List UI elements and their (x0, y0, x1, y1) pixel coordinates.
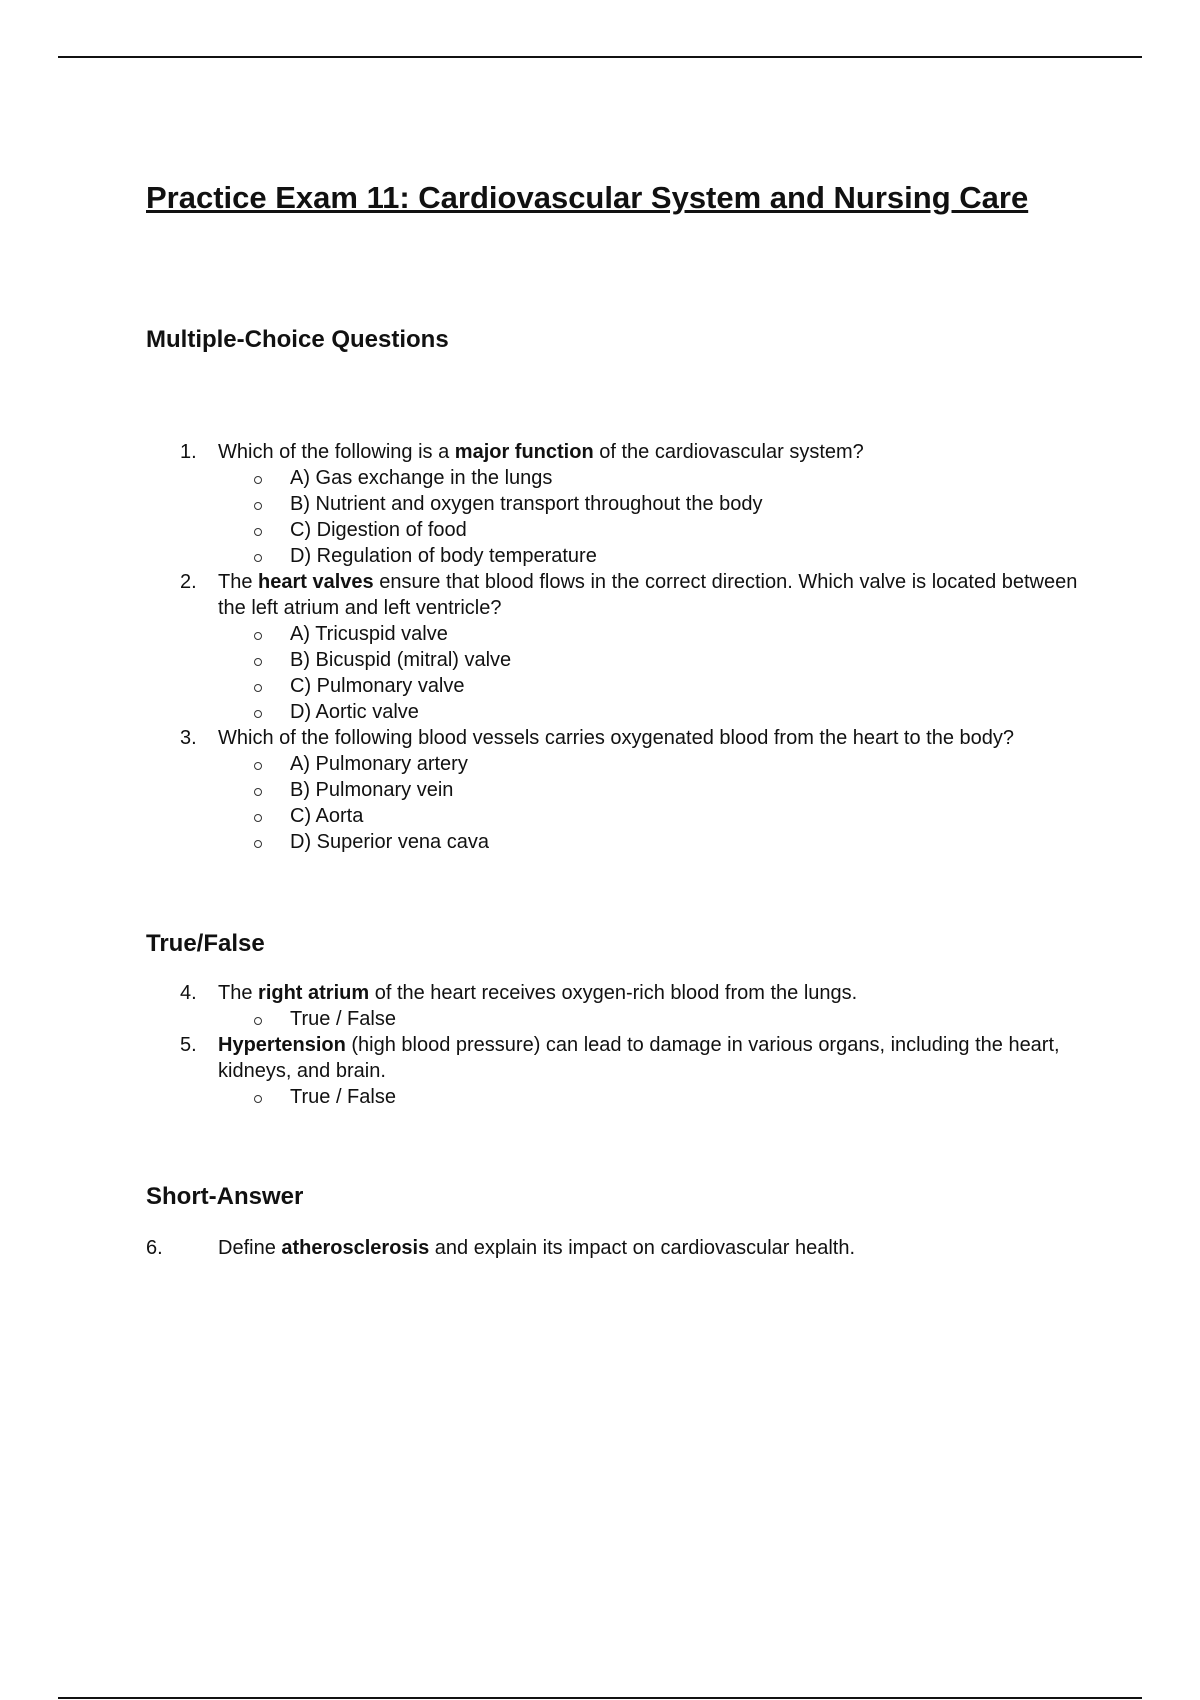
circle-bullet-icon (254, 1095, 262, 1103)
true-false-heading: True/False (146, 930, 265, 957)
answer-options (218, 465, 1086, 569)
question-6 (146, 1235, 1086, 1261)
circle-bullet-icon (254, 554, 262, 562)
circle-bullet-icon (254, 762, 262, 770)
option-a: A) Gas exchange in the lungs (218, 465, 1086, 491)
answer-options (218, 751, 1086, 855)
short-answer-list (146, 1235, 1086, 1261)
option-b: B) Pulmonary vein (218, 777, 1086, 803)
question-number: 3. (180, 727, 197, 749)
question-number: 4. (180, 982, 197, 1004)
question-text: Hypertension (high blood pressure) can lead to damage in various organs, including the heart, kidneys, and brain. (218, 1034, 1060, 1082)
option-d: D) Superior vena cava (218, 829, 1086, 855)
circle-bullet-icon (254, 788, 262, 796)
circle-bullet-icon (254, 632, 262, 640)
true-false-list (146, 980, 1086, 1110)
question-number: 6. (146, 1237, 163, 1259)
page-title: Practice Exam 11: Cardiovascular System and Nursing Care (146, 180, 1029, 215)
multiple-choice-list (146, 439, 1086, 855)
question-text: The right atrium of the heart receives oxygen-rich blood from the lungs. (218, 982, 858, 1004)
option-a: A) Pulmonary artery (218, 751, 1086, 777)
top-rule (58, 56, 1142, 58)
circle-bullet-icon (254, 528, 262, 536)
answer-options (218, 621, 1086, 725)
multiple-choice-heading: Multiple-Choice Questions (146, 326, 449, 353)
question-4 (146, 980, 1086, 1032)
question-number: 5. (180, 1034, 197, 1056)
option-b: B) Bicuspid (mitral) valve (218, 647, 1086, 673)
option-c: C) Digestion of food (218, 517, 1086, 543)
option-true-false: True / False (218, 1006, 1086, 1032)
question-3 (146, 725, 1086, 855)
question-text: Which of the following blood vessels carries oxygenated blood from the heart to the body? (218, 727, 1015, 749)
question-text: The heart valves ensure that blood flows in the correct direction. Which valve is located between the left atrium and left ventricle? (218, 571, 1078, 619)
bottom-rule (58, 1697, 1142, 1699)
option-d: D) Regulation of body temperature (218, 543, 1086, 569)
option-d: D) Aortic valve (218, 699, 1086, 725)
question-number: 1. (180, 441, 197, 463)
option-c: C) Pulmonary valve (218, 673, 1086, 699)
question-text: Define atherosclerosis and explain its impact on cardiovascular health. (218, 1237, 856, 1259)
circle-bullet-icon (254, 684, 262, 692)
question-5 (146, 1032, 1086, 1110)
option-true-false: True / False (218, 1084, 1086, 1110)
circle-bullet-icon (254, 1017, 262, 1025)
circle-bullet-icon (254, 502, 262, 510)
option-b: B) Nutrient and oxygen transport throughout the body (218, 491, 1086, 517)
circle-bullet-icon (254, 658, 262, 666)
circle-bullet-icon (254, 710, 262, 718)
question-2 (146, 569, 1086, 725)
circle-bullet-icon (254, 476, 262, 484)
question-number: 2. (180, 571, 197, 593)
answer-options (218, 1084, 1086, 1110)
question-1 (146, 439, 1086, 569)
answer-options (218, 1006, 1086, 1032)
exam-content (146, 178, 1086, 1261)
question-text: Which of the following is a major function of the cardiovascular system? (218, 441, 864, 463)
option-c: C) Aorta (218, 803, 1086, 829)
short-answer-heading: Short-Answer (146, 1183, 304, 1210)
circle-bullet-icon (254, 814, 262, 822)
circle-bullet-icon (254, 840, 262, 848)
option-a: A) Tricuspid valve (218, 621, 1086, 647)
